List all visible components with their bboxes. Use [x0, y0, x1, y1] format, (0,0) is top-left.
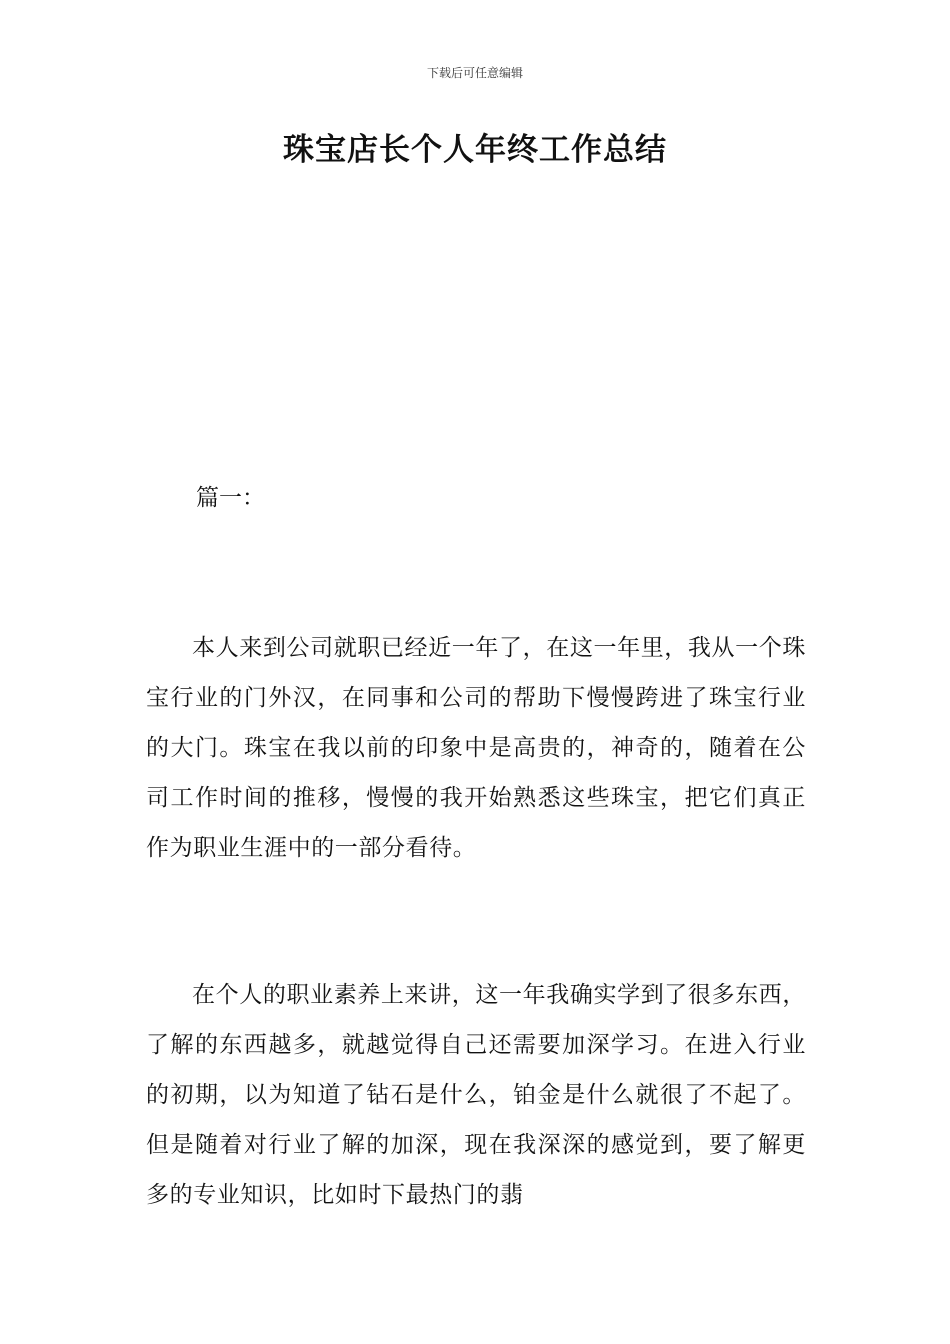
- body-paragraph: 在个人的职业素养上来讲，这一年我确实学到了很多东西，了解的东西越多，就越觉得自己还需要加深学习。在进入行业的初期，以为知道了钻石是什么，铂金是什么就很了不起了。但是随着对行业了解的加深，现在我深深的感觉到，要了解更多的专业知识，比如时下最热门的翡: [146, 982, 806, 1208]
- document-title: 珠宝店长个人年终工作总结: [283, 132, 667, 168]
- body-paragraph: 本人来到公司就职已经近一年了，在这一年里，我从一个珠宝行业的门外汉，在同事和公司的帮助下慢慢跨进了珠宝行业的大门。珠宝在我以前的印象中是高贵的，神奇的，随着在公司工作时间的推移，慢慢的我开始熟悉这些珠宝，把它们真正作为职业生涯中的一部分看待。: [146, 635, 806, 861]
- header-note: 下载后可任意编辑: [426, 66, 523, 80]
- section-label: 篇一：: [196, 485, 265, 511]
